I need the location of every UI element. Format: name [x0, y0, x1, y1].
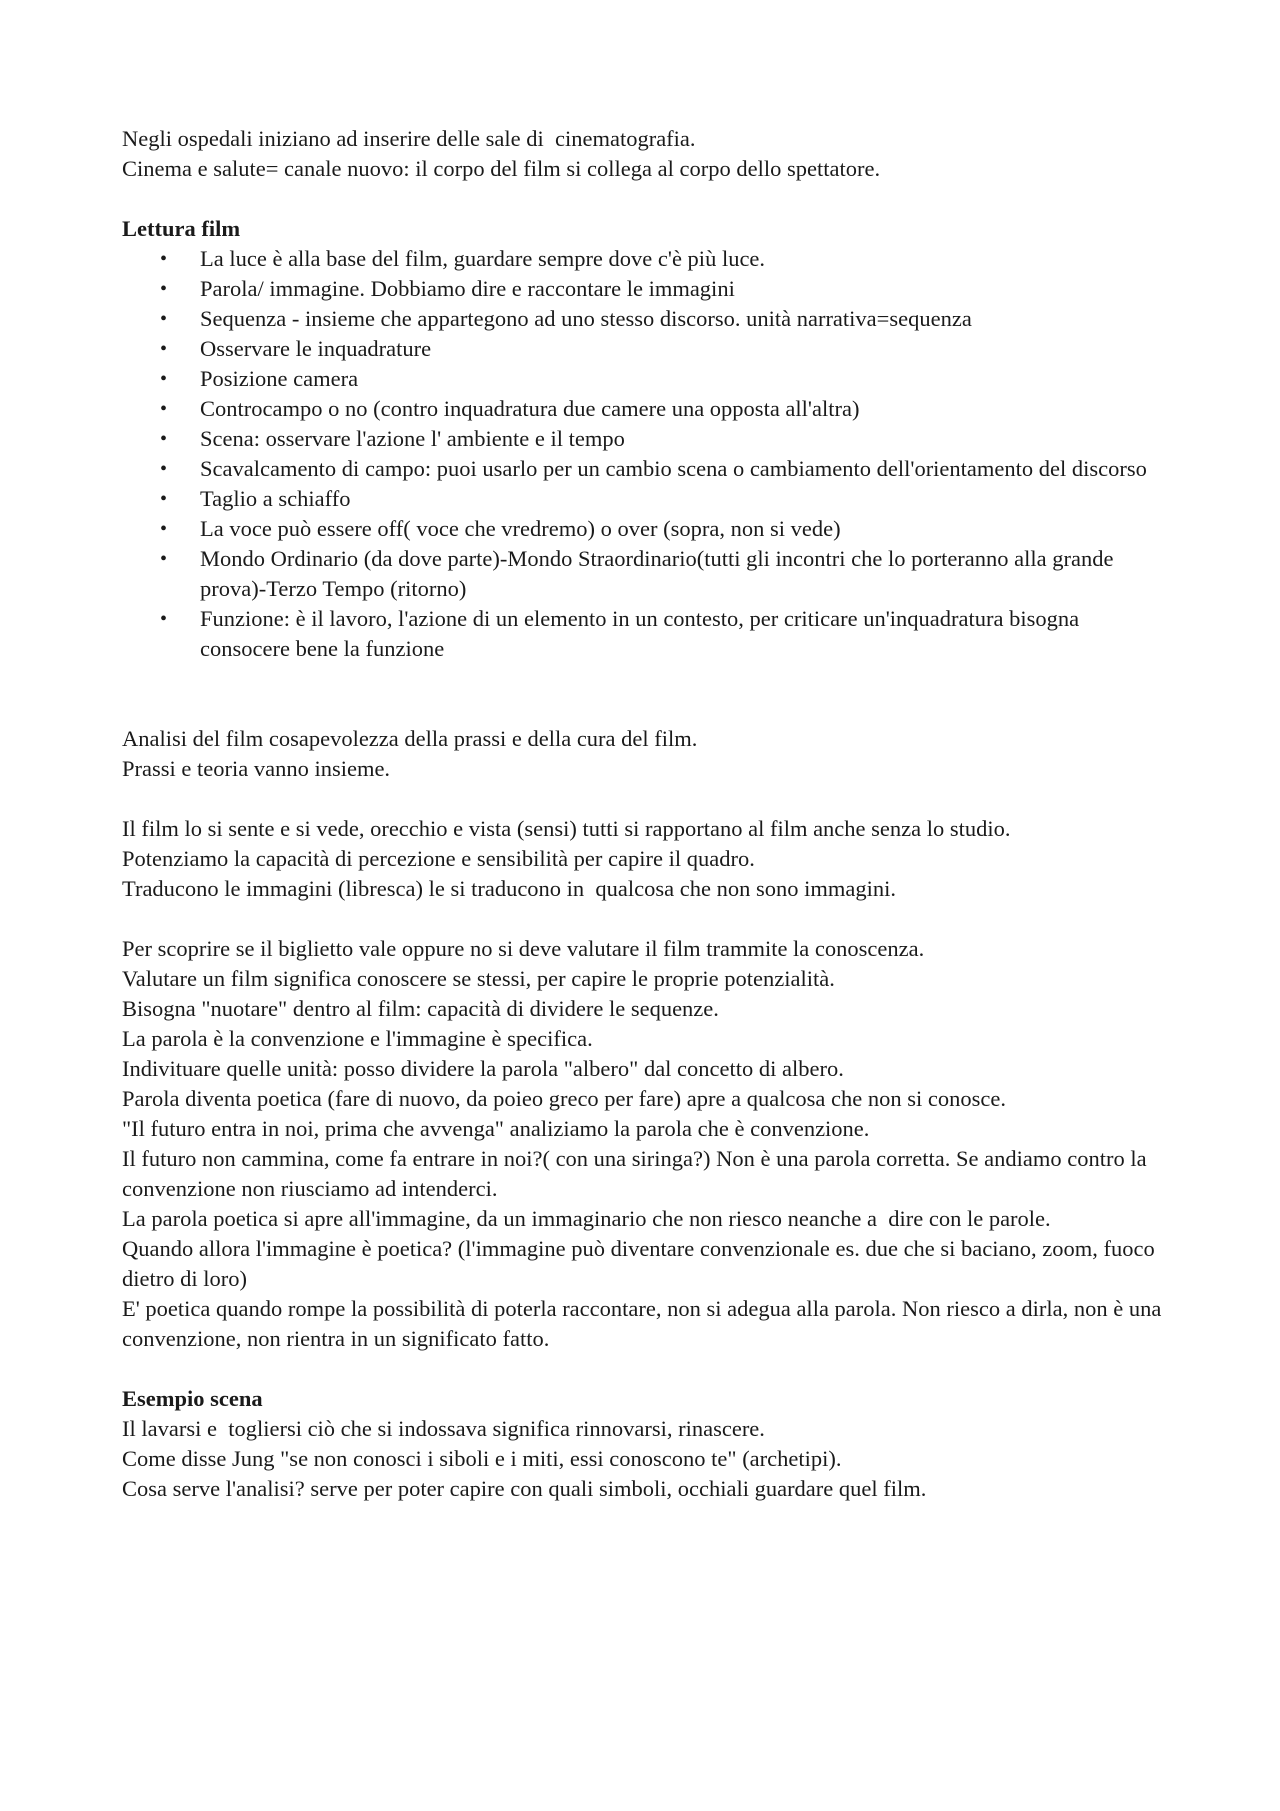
list-item-text: La voce può essere off( voce che vredremo) o over (sopra, non si vede) — [200, 516, 841, 541]
list-item — [122, 394, 1172, 424]
text-line: Quando allora l'immagine è poetica? (l'immagine può diventare convenzionale es. due che si baciano, zoom, fuoco dietro di loro) — [122, 1236, 1161, 1291]
text-line: Prassi e teoria vanno insieme. — [122, 756, 391, 781]
bullet-icon: • — [160, 338, 168, 360]
list-item — [122, 514, 1172, 544]
text-line: La parola è la convenzione e l'immagine è specifica. — [122, 1026, 593, 1051]
list-item-text: Scena: osservare l'azione l' ambiente e il tempo — [200, 426, 625, 451]
list-item — [122, 604, 1172, 664]
text-line: Negli ospedali iniziano ad inserire delle sale di cinematografia. — [122, 126, 696, 151]
list-item-text: La luce è alla base del film, guardare sempre dove c'è più luce. — [200, 246, 766, 271]
list-item-text: Taglio a schiaffo — [200, 486, 351, 511]
list-item — [122, 454, 1172, 484]
list-item-text: Mondo Ordinario (da dove parte)-Mondo Straordinario(tutti gli incontri che lo porteranno alla grande prova)-Terzo Tempo (ritorno) — [200, 546, 1114, 601]
list-item — [122, 304, 1172, 334]
text-line: Come disse Jung "se non conosci i siboli e i miti, essi conoscono te" (archetipi). — [122, 1446, 842, 1471]
text-line: Potenziamo la capacità di percezione e sensibilità per capire il quadro. — [122, 846, 755, 871]
esempio-scena-section — [122, 1384, 1172, 1504]
bullet-icon: • — [160, 368, 168, 390]
text-line: La parola poetica si apre all'immagine, da un immaginario che non riesco neanche a dire con le parole. — [122, 1206, 1051, 1231]
text-line: Cinema e salute= canale nuovo: il corpo del film si collega al corpo dello spettatore. — [122, 156, 881, 181]
list-item-text: Funzione: è il lavoro, l'azione di un elemento in un contesto, per criticare un'inquadratura bisogna consocere bene la funzione — [200, 606, 1080, 661]
analisi-paragraph — [122, 724, 1172, 784]
bullet-icon: • — [160, 428, 168, 450]
lettura-film-section — [122, 214, 1172, 664]
list-item-text: Osservare le inquadrature — [200, 336, 432, 361]
list-item — [122, 244, 1172, 274]
text-line: Analisi del film cosapevolezza della prassi e della cura del film. — [122, 726, 698, 751]
intro-paragraph — [122, 124, 1172, 184]
spacer — [122, 664, 1172, 724]
text-line: Per scoprire se il biglietto vale oppure no si deve valutare il film trammite la conoscenza. — [122, 936, 925, 961]
biglietto-paragraph — [122, 934, 1172, 1354]
text-line: Cosa serve l'analisi? serve per poter capire con quali simboli, occhiali guardare quel film. — [122, 1476, 927, 1501]
text-line: Bisogna "nuotare" dentro al film: capacità di dividere le sequenze. — [122, 996, 719, 1021]
bullet-list — [122, 244, 1172, 664]
text-line: Il futuro non cammina, come fa entrare in noi?( con una siringa?) Non è una parola corretta. Se andiamo contro la convenzione non riusciamo ad intenderci. — [122, 1146, 1153, 1201]
bullet-icon: • — [160, 278, 168, 300]
spacer — [122, 784, 1172, 814]
text-line: Traducono le immagini (libresca) le si traducono in qualcosa che non sono immagini. — [122, 876, 896, 901]
spacer — [122, 1354, 1172, 1384]
list-item-text: Sequenza - insieme che appartegono ad uno stesso discorso. unità narrativa=sequenza — [200, 306, 972, 331]
bullet-icon: • — [160, 248, 168, 270]
list-item — [122, 484, 1172, 514]
text-line: "Il futuro entra in noi, prima che avvenga" analiziamo la parola che è convenzione. — [122, 1116, 870, 1141]
list-item — [122, 334, 1172, 364]
text-line: Valutare un film significa conoscere se stessi, per capire le proprie potenzialità. — [122, 966, 835, 991]
text-line: Il film lo si sente e si vede, orecchio e vista (sensi) tutti si rapportano al film anche senza lo studio. — [122, 816, 1011, 841]
document-page — [122, 124, 1172, 1504]
section-heading: Esempio scena — [122, 1386, 263, 1411]
text-line: Indivituare quelle unità: posso dividere la parola "albero" dal concetto di albero. — [122, 1056, 844, 1081]
bullet-icon: • — [160, 488, 168, 510]
list-item — [122, 424, 1172, 454]
bullet-icon: • — [160, 398, 168, 420]
spacer — [122, 184, 1172, 214]
text-line: E' poetica quando rompe la possibilità di poterla raccontare, non si adegua alla parola. Non riesco a dirla, non è una convenzione, non rientra in un significato fatto. — [122, 1296, 1167, 1351]
list-item — [122, 274, 1172, 304]
list-item — [122, 544, 1172, 604]
list-item-text: Posizione camera — [200, 366, 359, 391]
bullet-icon: • — [160, 608, 168, 630]
list-item-text: Controcampo o no (contro inquadratura due camere una opposta all'altra) — [200, 396, 860, 421]
list-item — [122, 364, 1172, 394]
list-item-text: Scavalcamento di campo: puoi usarlo per un cambio scena o cambiamento dell'orientamento del discorso — [200, 456, 1147, 481]
sensi-paragraph — [122, 814, 1172, 904]
text-line: Il lavarsi e togliersi ciò che si indossava significa rinnovarsi, rinascere. — [122, 1416, 765, 1441]
bullet-icon: • — [160, 308, 168, 330]
bullet-icon: • — [160, 548, 168, 570]
bullet-icon: • — [160, 518, 168, 540]
list-item-text: Parola/ immagine. Dobbiamo dire e raccontare le immagini — [200, 276, 735, 301]
text-line: Parola diventa poetica (fare di nuovo, da poieo greco per fare) apre a qualcosa che non si conosce. — [122, 1086, 1006, 1111]
section-heading: Lettura film — [122, 216, 241, 241]
spacer — [122, 904, 1172, 934]
bullet-icon: • — [160, 458, 168, 480]
